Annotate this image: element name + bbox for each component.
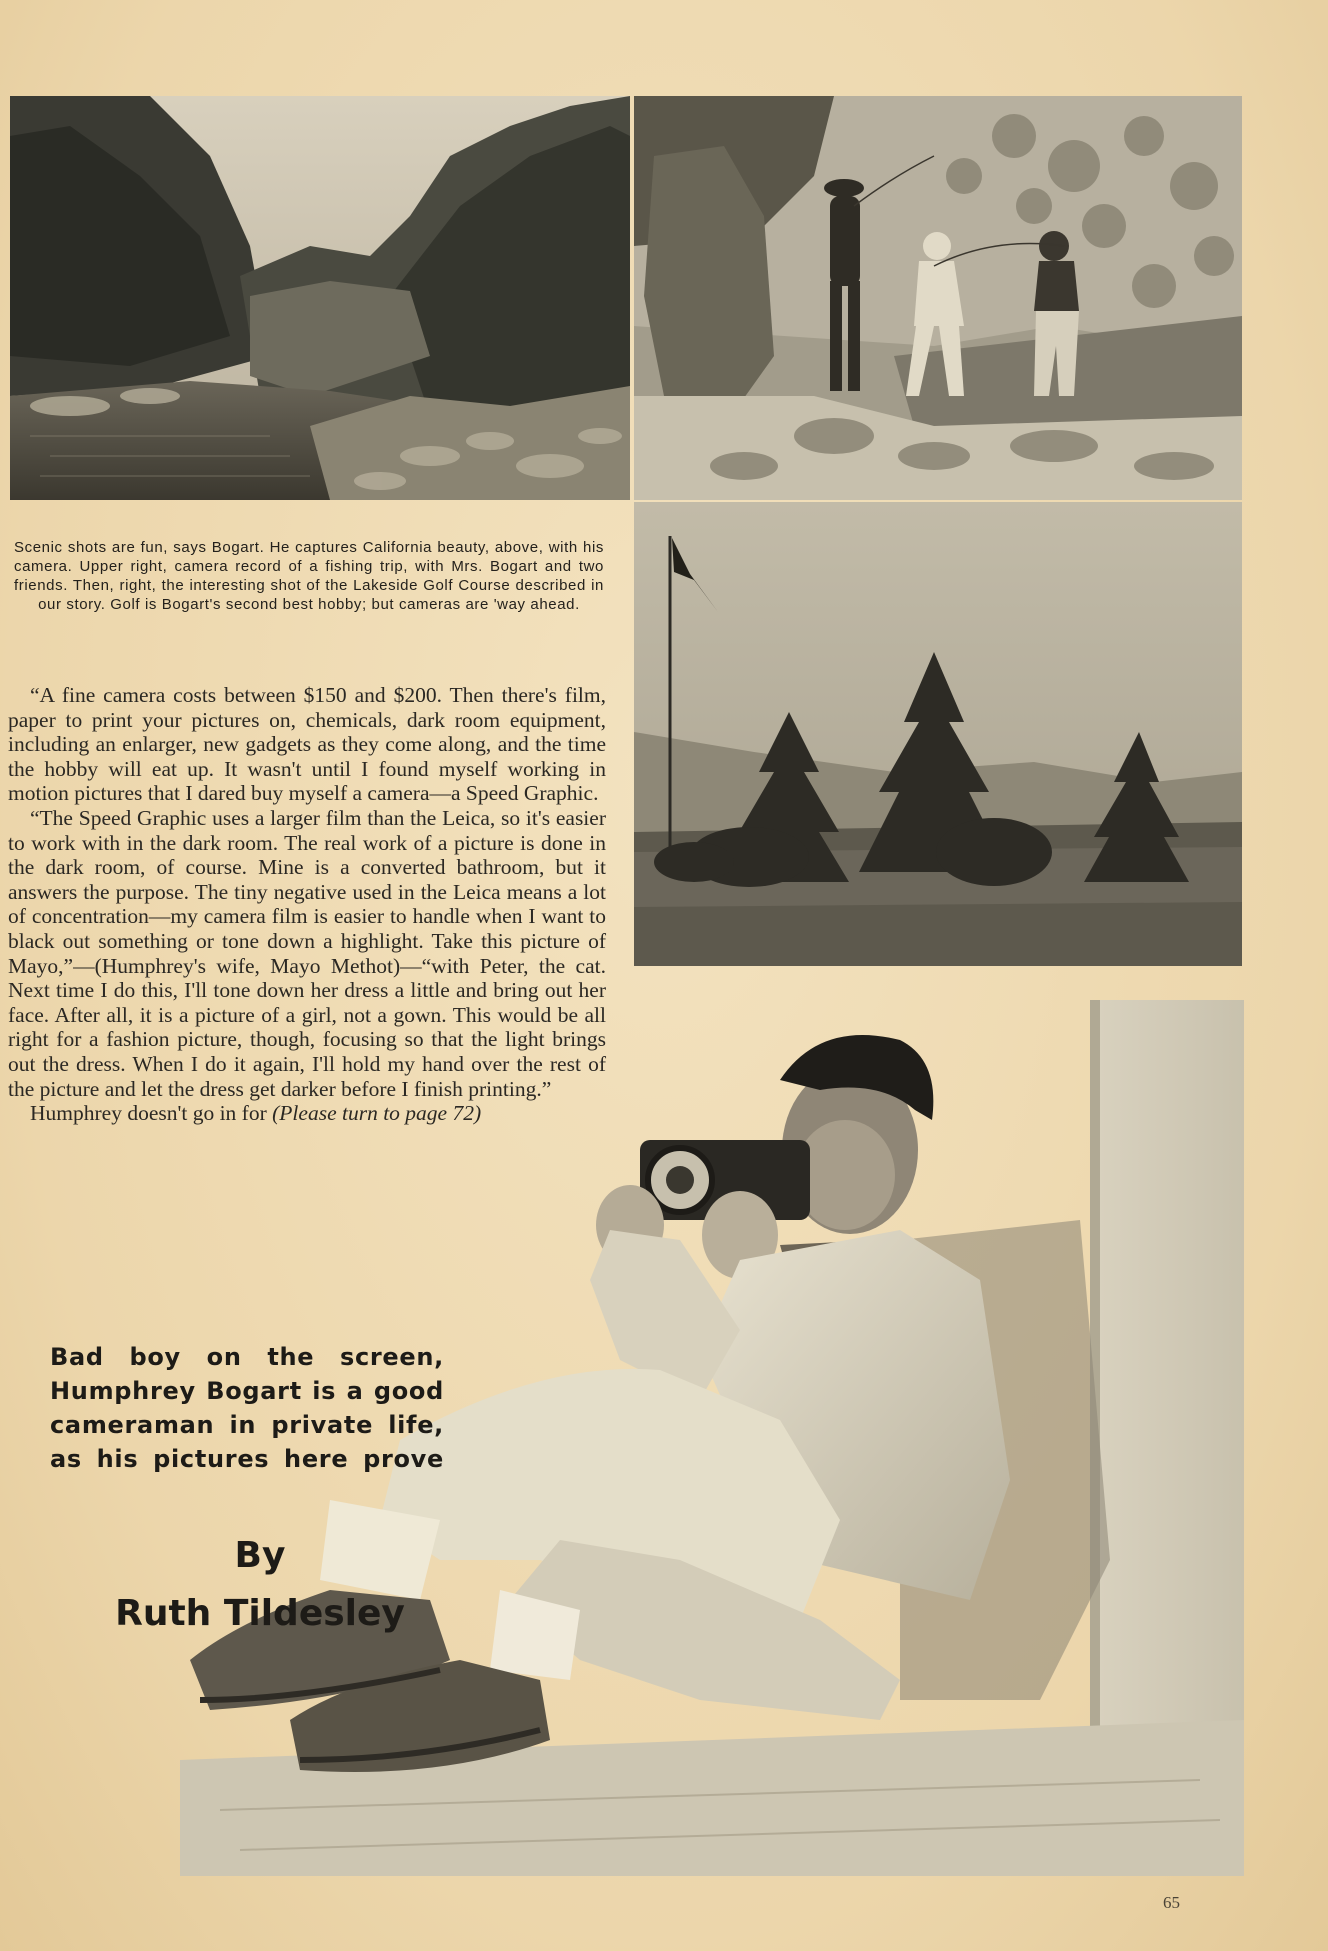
article-deck: Bad boy on the screen, Humphrey Bogart is a good cameraman in private life, as his pictures here prove: [50, 1343, 444, 1473]
scenic-river-photo: [10, 96, 630, 500]
article-body: [8, 683, 606, 1126]
fishing-trip-photo: [634, 96, 1242, 500]
article-paragraph: “The Speed Graphic uses a larger film than the Leica, so it's easier to work with in the dark room. The real work of a picture is done in the dark room, of course. Mine is a converted bathroom, but it answers the purpose. The tiny negative used in the Leica means a lot of concentration—my camera film is easier to handle when I want to black out something or tone down a highlight. Take this picture of Mayo,”—(Humphrey's wife, Mayo Methot)—“with Peter, the cat. Next time I do this, I'll tone down her dress a little and bring out her face. After all, it is a picture of a girl, not a gown. This would be all right for a fashion picture, though, focusing so that the light brings out the dress. When I do it again, I'll hold my hand over the rest of the picture and let the dress get darker before I finish printing.”: [8, 805, 606, 1101]
article-paragraph-text: Humphrey doesn't go in for: [30, 1101, 273, 1126]
continuation-note: (Please turn to page 72): [272, 1101, 482, 1126]
byline-author: Ruth Tildesley: [115, 1593, 405, 1634]
byline: [60, 1527, 460, 1643]
golf-course-photo: [634, 502, 1242, 966]
photo-caption: Scenic shots are fun, says Bogart. He captures California beauty, above, with his camera. Upper right, camera record of a fishing trip, with Mrs. Bogart and two friends. Then, right, the interesting shot of the Lakeside Golf Course described in our story. Golf is Bogart's second best hobby; but cameras are 'way ahead.: [14, 539, 604, 613]
article-paragraph: “A fine camera costs between $150 and $200. Then there's film, paper to print your pictures on, chemicals, dark room equipment, including an enlarger, new gadgets as they come along, and the time the hobby will eat up. It wasn't until I found myself working in motion pictures that I dared buy myself a camera—a Speed Graphic.: [8, 683, 606, 806]
page-number: 65: [1163, 1893, 1180, 1912]
article-paragraph: [8, 1101, 606, 1126]
byline-by: By: [234, 1535, 286, 1576]
